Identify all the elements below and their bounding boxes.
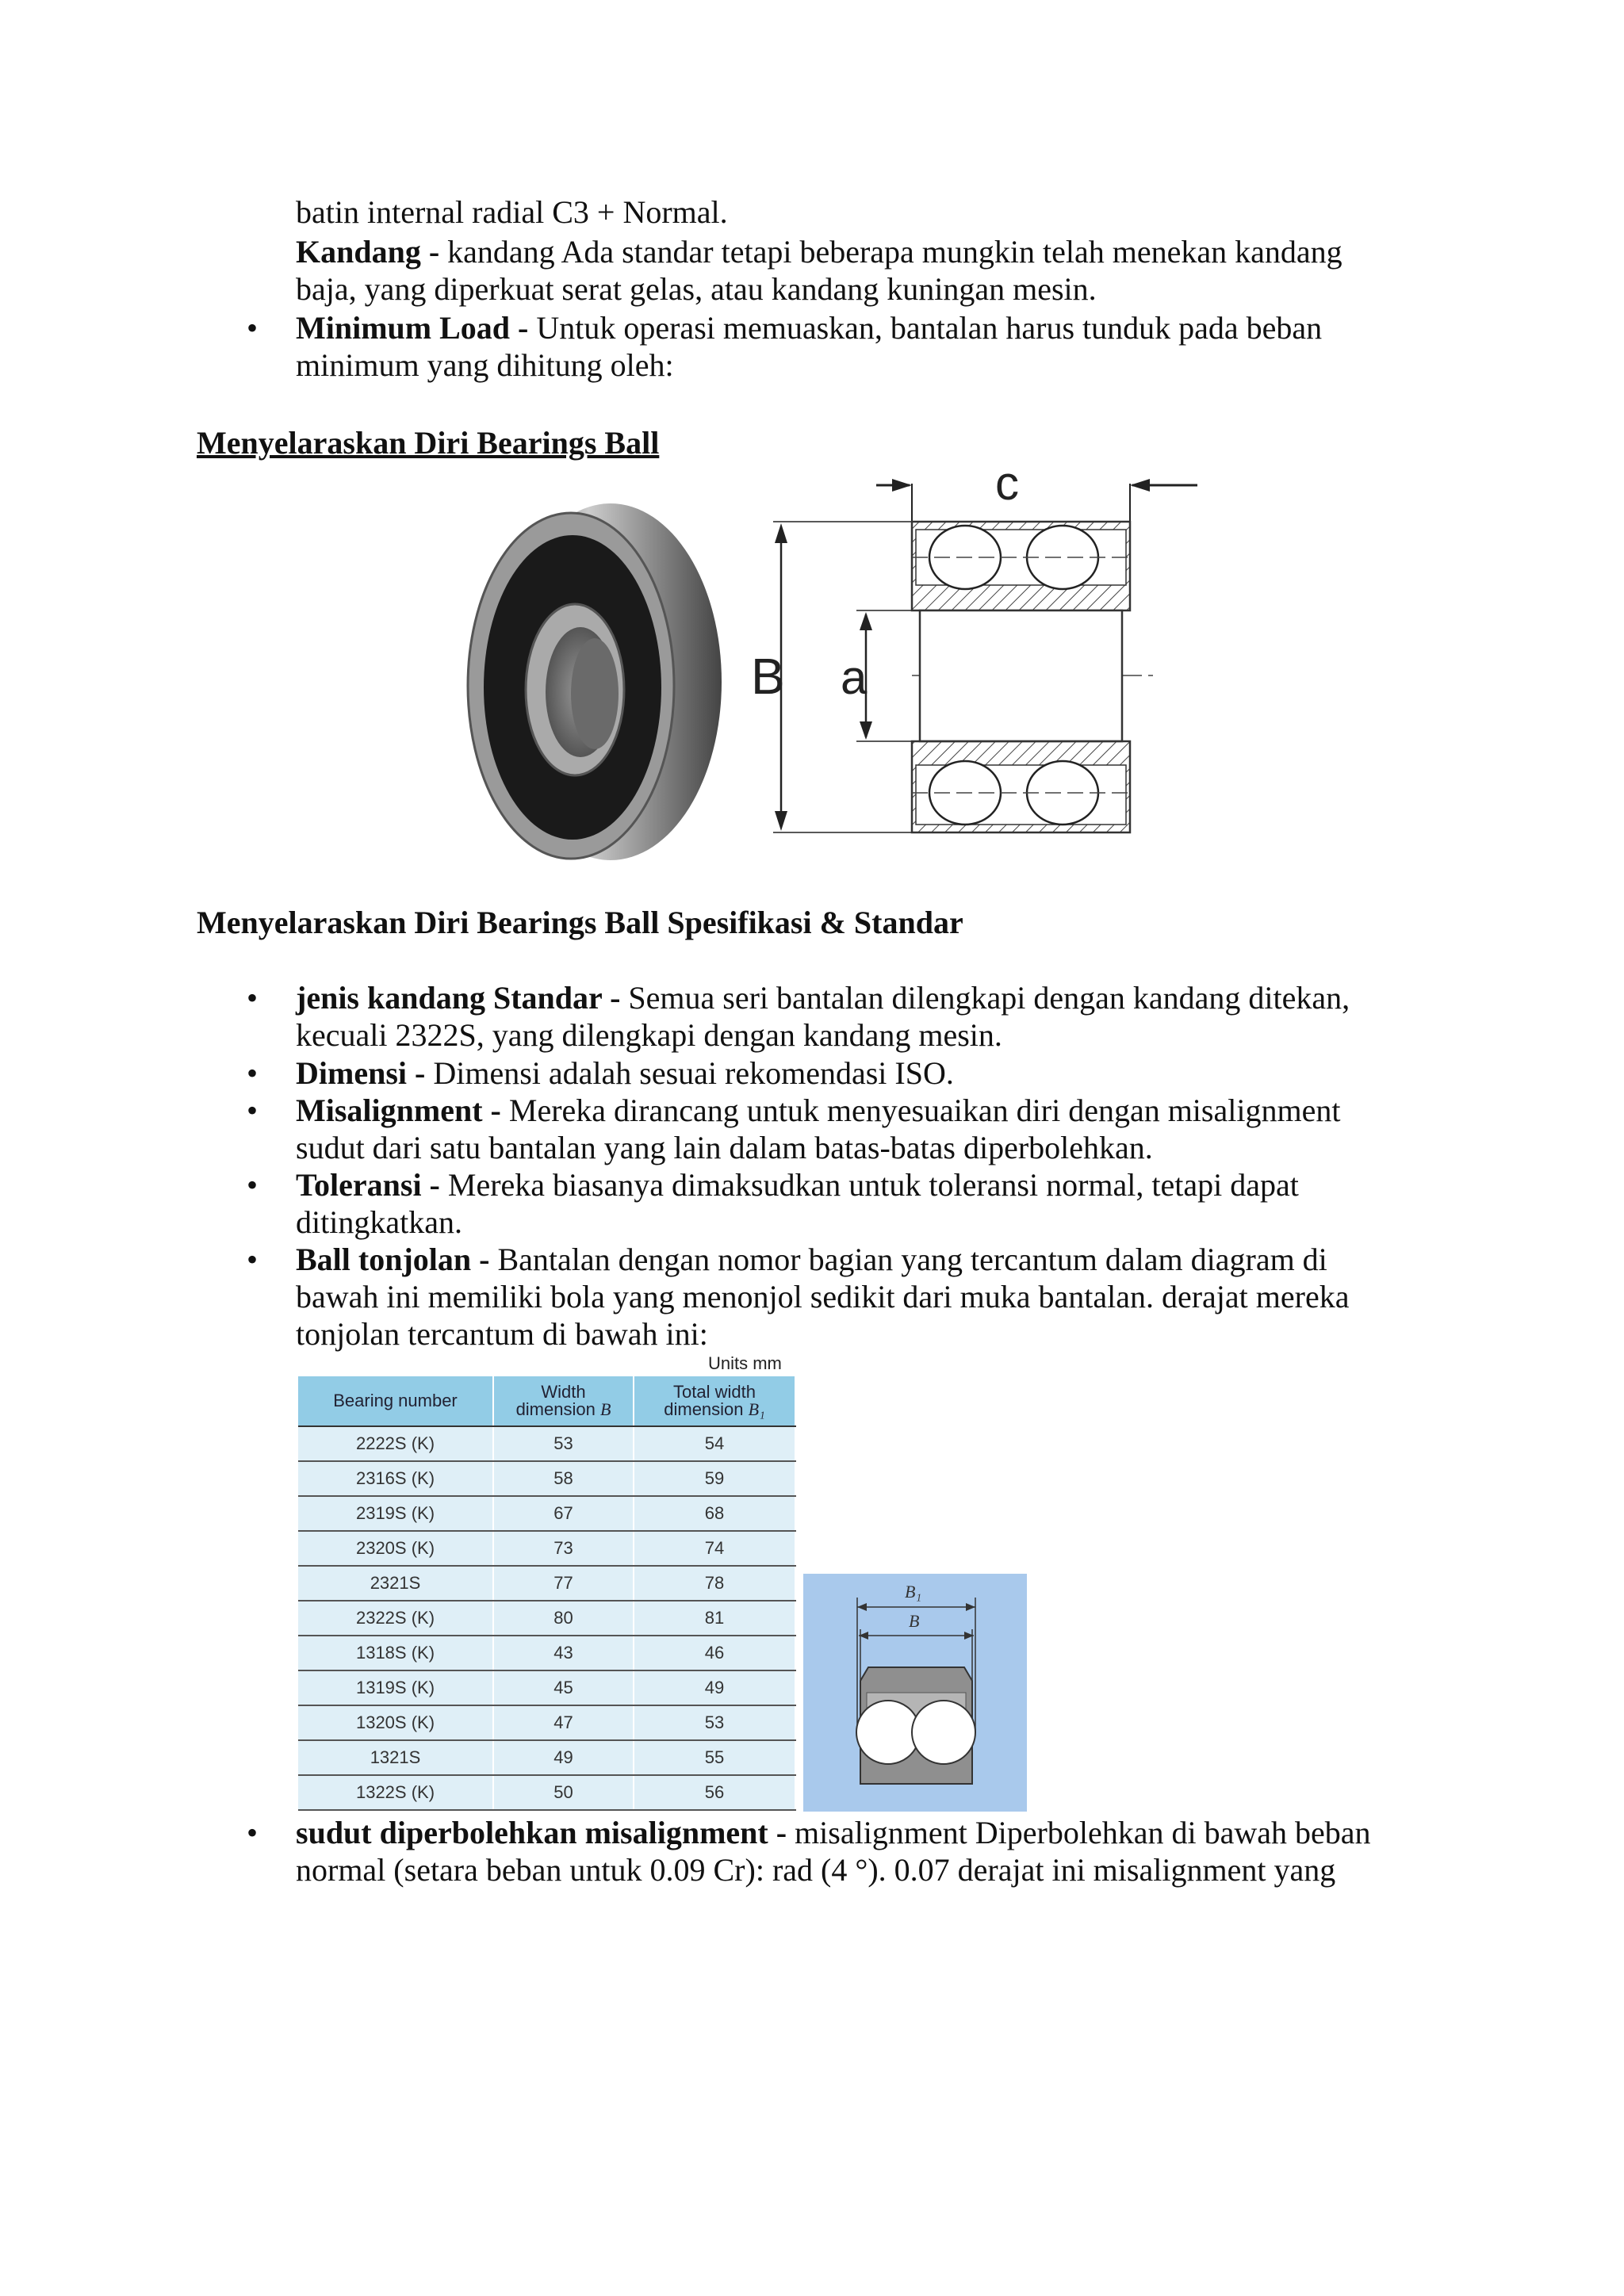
bullet-dot: • (247, 1093, 259, 1128)
table-header-row (298, 1376, 795, 1426)
label-a: a (841, 651, 868, 704)
table-row: 2322S (K) 80 81 (298, 1601, 795, 1636)
section-heading-2: Menyelaraskan Diri Bearings Ball Spesifikasi & Standar (197, 905, 963, 940)
col-width-dimension: Width dimension B (493, 1376, 634, 1426)
bullet-misalignment-angle: sudut diperbolehkan misalignment - misalignment Diperbolehkan di bawah beban normal (setara beban untuk 0.09 Cr): rad (4 °). 0.07 derajat ini misalignment yang (296, 1815, 1371, 1888)
table-units-label: Units mm (708, 1353, 782, 1373)
table-row: 2222S (K) 53 54 (298, 1426, 795, 1461)
bullet-label: Ball tonjolan - (296, 1242, 498, 1277)
bullet-label: jenis kandang Standar - (296, 980, 629, 1016)
minload-paragraph: Minimum Load - Untuk operasi memuaskan, bantalan harus tunduk pada beban minimum yang dihitung oleh: (296, 310, 1323, 383)
bullet-dimensi: Dimensi - Dimensi adalah sesuai rekomendasi ISO. (296, 1055, 954, 1091)
bullet-label: Misalignment - (296, 1093, 509, 1128)
bearing-photo (444, 496, 730, 868)
bullet-dot: • (247, 1815, 259, 1850)
ball-protrusion-diagram (803, 1574, 1027, 1812)
table-row: 1322S (K) 50 56 (298, 1775, 795, 1810)
section-heading-1: Menyelaraskan Diri Bearings Ball (197, 425, 660, 461)
bullet-kandang-standar: jenis kandang Standar - Semua seri bantalan dilengkapi dengan kandang ditekan, kecuali 2322S, yang dilengkapi dengan kandang mesin. (296, 980, 1350, 1053)
bearing-cross-section-diagram (751, 457, 1217, 848)
bullet-misalignment: Misalignment - Mereka dirancang untuk menyesuaikan diri dengan misalignment sudut dari satu bantalan yang lain dalam batas-batas diperbolehkan. (296, 1093, 1341, 1165)
intro-line-1: batin internal radial C3 + Normal. (296, 194, 728, 230)
table-row: 2316S (K) 58 59 (298, 1461, 795, 1496)
bullet-dot: • (247, 1055, 259, 1091)
protrusion-table (298, 1376, 796, 1811)
bullet-label: sudut diperbolehkan misalignment - (296, 1815, 795, 1850)
bullet-dot: • (247, 1242, 259, 1277)
bullet-label: Toleransi - (296, 1167, 448, 1203)
label-b1: B₁ (905, 1582, 922, 1601)
table-row: 2319S (K) 67 68 (298, 1496, 795, 1531)
minload-label: Minimum Load - (296, 310, 537, 346)
table-row: 1320S (K) 47 53 (298, 1705, 795, 1740)
label-b: B (909, 1611, 920, 1631)
table-row: 1321S 49 55 (298, 1740, 795, 1775)
bullet-ball-tonjolan: Ball tonjolan - Bantalan dengan nomor bagian yang tercantum dalam diagram di bawah ini memiliki bola yang menonjol sedikit dari muka bantalan. derajat mereka tonjolan tercantum di bawah ini: (296, 1242, 1350, 1352)
bullet-dot: • (247, 310, 259, 346)
kandang-paragraph: Kandang - kandang Ada standar tetapi beberapa mungkin telah menekan kandang baja, yang diperkuat serat gelas, atau kandang kuningan mesin. (296, 234, 1342, 307)
bullet-label: Dimensi - (296, 1055, 434, 1091)
table-row: 1318S (K) 43 46 (298, 1636, 795, 1670)
table-row: 1319S (K) 45 49 (298, 1670, 795, 1705)
bullet-dot: • (247, 1167, 259, 1203)
label-c: c (995, 457, 1019, 510)
label-B: B (751, 648, 785, 705)
bullet-toleransi: Toleransi - Mereka biasanya dimaksudkan untuk toleransi normal, tetapi dapat ditingkatkan. (296, 1167, 1299, 1240)
table-row: 2321S 77 78 (298, 1566, 795, 1601)
kandang-label: Kandang - (296, 234, 448, 270)
table-row: 2320S (K) 73 74 (298, 1531, 795, 1566)
col-total-width-dimension: Total width dimension B₁ (634, 1376, 795, 1426)
col-bearing-number: Bearing number (298, 1376, 493, 1426)
bullet-dot: • (247, 980, 259, 1016)
